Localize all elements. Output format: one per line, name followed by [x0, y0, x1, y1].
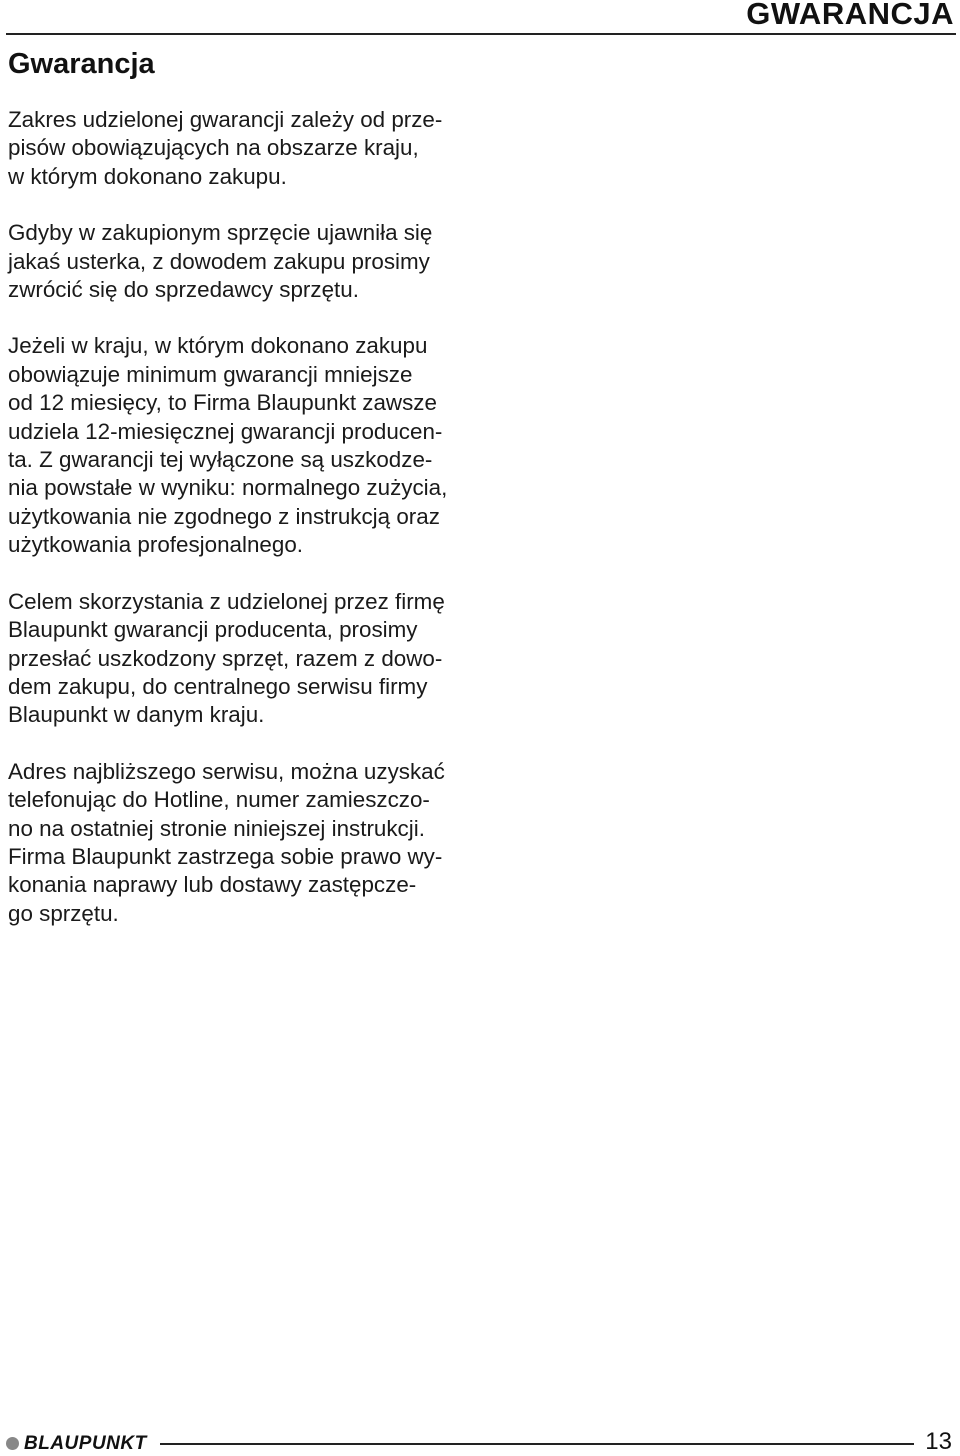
text-line: jakaś usterka, z dowodem zakupu prosimy: [8, 248, 430, 274]
header-rule: [6, 33, 956, 35]
page-title: Gwarancja: [8, 48, 155, 80]
paragraph-1: [8, 106, 478, 191]
text-line: Firma Blaupunkt zastrzega sobie prawo wy-: [8, 843, 443, 869]
text-line: nia powstałe w wyniku: normalnego zużycia,: [8, 475, 448, 501]
brand-logo: BLAUPUNKT: [24, 1433, 147, 1454]
text-line: Blaupunkt w danym kraju.: [8, 702, 265, 728]
text-line: udziela 12-miesięcznej gwarancji producen-: [8, 418, 443, 444]
footer-rule: [160, 1443, 914, 1445]
text-line: od 12 miesięcy, to Firma Blaupunkt zawsze: [8, 390, 437, 416]
text-line: Adres najbliższego serwisu, można uzyskać: [8, 758, 445, 784]
text-line: zwrócić się do sprzedawcy sprzętu.: [8, 277, 359, 303]
text-line: go sprzętu.: [8, 900, 119, 926]
text-line: no na ostatniej stronie niniejszej instrukcji.: [8, 815, 425, 841]
text-line: Gdyby w zakupionym sprzęcie ujawniła się: [8, 220, 433, 246]
text-line: Celem skorzystania z udzielonej przez firmę: [8, 588, 445, 614]
text-line: telefonując do Hotline, numer zamieszczo-: [8, 787, 430, 813]
section-label: GWARANCJA: [746, 0, 954, 31]
text-line: Blaupunkt gwarancji producenta, prosimy: [8, 617, 418, 643]
body-text: [8, 106, 478, 956]
paragraph-4: [8, 588, 478, 730]
text-line: pisów obowiązujących na obszarze kraju,: [8, 135, 419, 161]
paragraph-5: [8, 758, 478, 928]
text-line: ta. Z gwarancji tej wyłączone są uszkodze-: [8, 447, 433, 473]
text-line: konania naprawy lub dostawy zastępcze-: [8, 872, 417, 898]
brand-dot-icon: [6, 1437, 19, 1450]
text-line: użytkowania nie zgodnego z instrukcją oraz: [8, 503, 440, 529]
paragraph-2: [8, 219, 478, 304]
page-number: 13: [925, 1428, 952, 1455]
text-line: Zakres udzielonej gwarancji zależy od prze-: [8, 107, 443, 132]
text-line: użytkowania profesjonalnego.: [8, 532, 304, 558]
text-line: przesłać uszkodzony sprzęt, razem z dowo-: [8, 645, 443, 671]
text-line: w którym dokonano zakupu.: [8, 163, 287, 189]
text-line: Jeżeli w kraju, w którym dokonano zakupu: [8, 333, 428, 359]
text-line: dem zakupu, do centralnego serwisu firmy: [8, 673, 428, 699]
text-line: obowiązuje minimum gwarancji mniejsze: [8, 361, 413, 387]
paragraph-3: [8, 332, 478, 559]
